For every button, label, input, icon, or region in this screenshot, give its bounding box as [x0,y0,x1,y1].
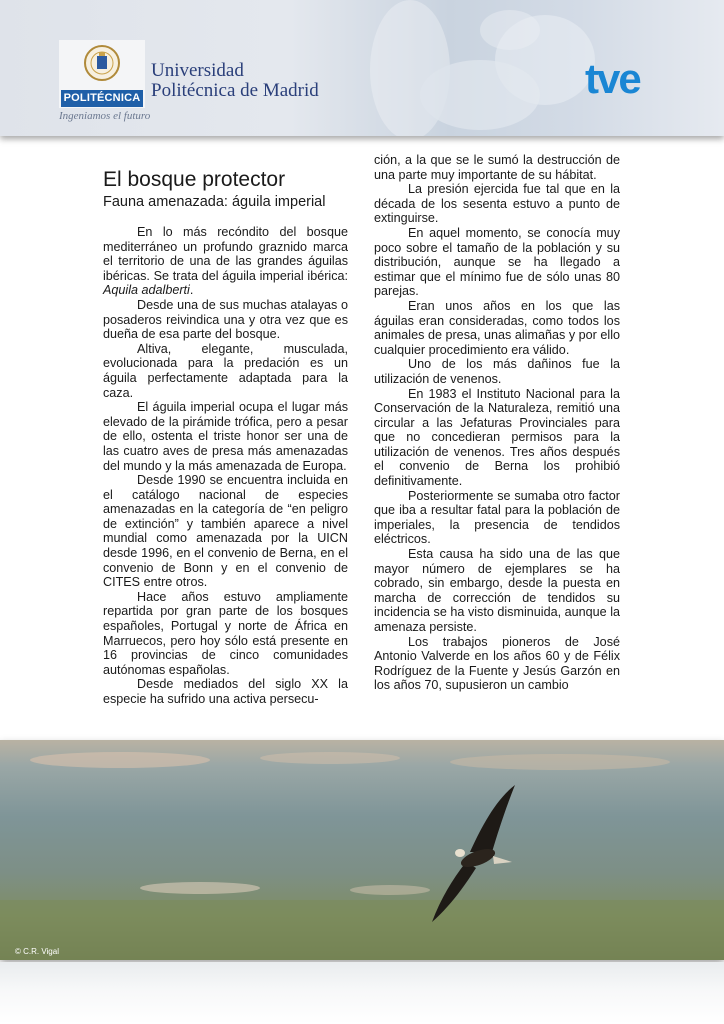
eagle-landscape-image [0,740,724,960]
photo-credit: © C.R. Vigal [15,947,59,956]
university-crest-icon [83,44,121,84]
paragraph: ción, a la que se le sumó la destrucción de una parte muy importante de su hábitat. [374,153,620,182]
paragraph: Hace años estuvo ampliamente repartida por gran parte de los bosques españoles, Portugal y norte de África en Marruecos, pero hoy sólo está presente en 16 provincias de cinco comunidades autónomas españolas. [103,589,348,677]
paragraph: En aquel momento, se conocía muy poco sobre el tamaño de la población y su distribución, aunque se ha llegado a estimar que el mínimo fue de sólo unas 80 parejas. [374,225,620,299]
paragraph: La presión ejercida fue tal que en la década de los sesenta estuvo a punto de extinguirse. [374,182,620,226]
paragraph: En lo más recóndito del bosque mediterráneo un profundo graznido marca el territorio de una de las grandes águilas ibéricas. Se trata del águila imperial ibérica: Aquila adalberti. [103,225,348,298]
university-name-line1: Universidad [151,60,244,81]
photo-reflection [0,962,724,1024]
tve-logo: tve [585,55,640,102]
paragraph: El águila imperial ocupa el lugar más elevado de la pirámide trófica, pero a pesar de ello, ostenta el triste honor ser una de las cuatro aves de presa más amenazadas del mundo y la más amenazada de Europa. [103,400,348,473]
eagle-photo [0,740,724,960]
paragraph: Los trabajos pioneros de José Antonio Valverde en los años 60 y de Félix Rodríguez de la Fuente y Jesús Garzón en los años 70, supusieron un cambio [374,634,620,693]
politecnica-badge: POLITÉCNICA [61,90,143,107]
paragraph: En 1983 el Instituto Nacional para la Conservación de la Naturaleza, remitió una circular a las Jefaturas Provinciales para que no concedieran permisos para la utilización de venenos. Tres años después el convenio de Berna los prohibió definitivamente. [374,386,620,489]
article-subtitle: Fauna amenazada: águila imperial [103,194,326,210]
paragraph: Posteriormente se sumaba otro factor que iba a resultar fatal para la población de imperiales, la presencia de tendidos eléctricos. [374,488,620,547]
paragraph: Desde 1990 se encuentra incluida en el catálogo nacional de especies amenazadas en la categoría de “en peligro de extinción” y también aparece a nivel mundial como amenazada por la UICN desde 1996, en el convenio de Berna, en el convenio de Bonn y en el convenio de CITES entre otros. [103,473,348,590]
university-tagline: Ingeniamos el futuro [59,110,151,122]
header-banner [0,0,724,136]
paragraph: Eran unos años en los que las águilas eran consideradas, como todos los animales de presa, unas alimañas y por ello cualquier procedimiento era válido. [374,298,620,357]
paragraph: Altiva, elegante, musculada, evolucionada para la predación es un águila perfectamente adaptada para la caza. [103,341,348,400]
university-name-line2: Politécnica de Madrid [151,80,319,101]
species-name: Aquila adalberti [103,283,190,298]
paragraph: Desde una de sus muchas atalayas o posaderos reivindica una y otra vez que es dueña de esa parte del bosque. [103,297,348,342]
paragraph: Desde mediados del siglo XX la especie ha sufrido una activa persecu- [103,677,348,706]
article-right-column [374,153,620,693]
article-left-column [103,225,348,707]
paragraph: Uno de los más dañinos fue la utilización de venenos. [374,357,620,386]
article-title: El bosque protector [103,168,286,191]
paragraph: Esta causa ha sido una de las que mayor número de ejemplares se ha cobrado, sin embargo, desde la puesta en marcha de corrección de tendidos su incidencia se ha visto disminuida, aunque la amenaza persiste. [374,547,620,634]
